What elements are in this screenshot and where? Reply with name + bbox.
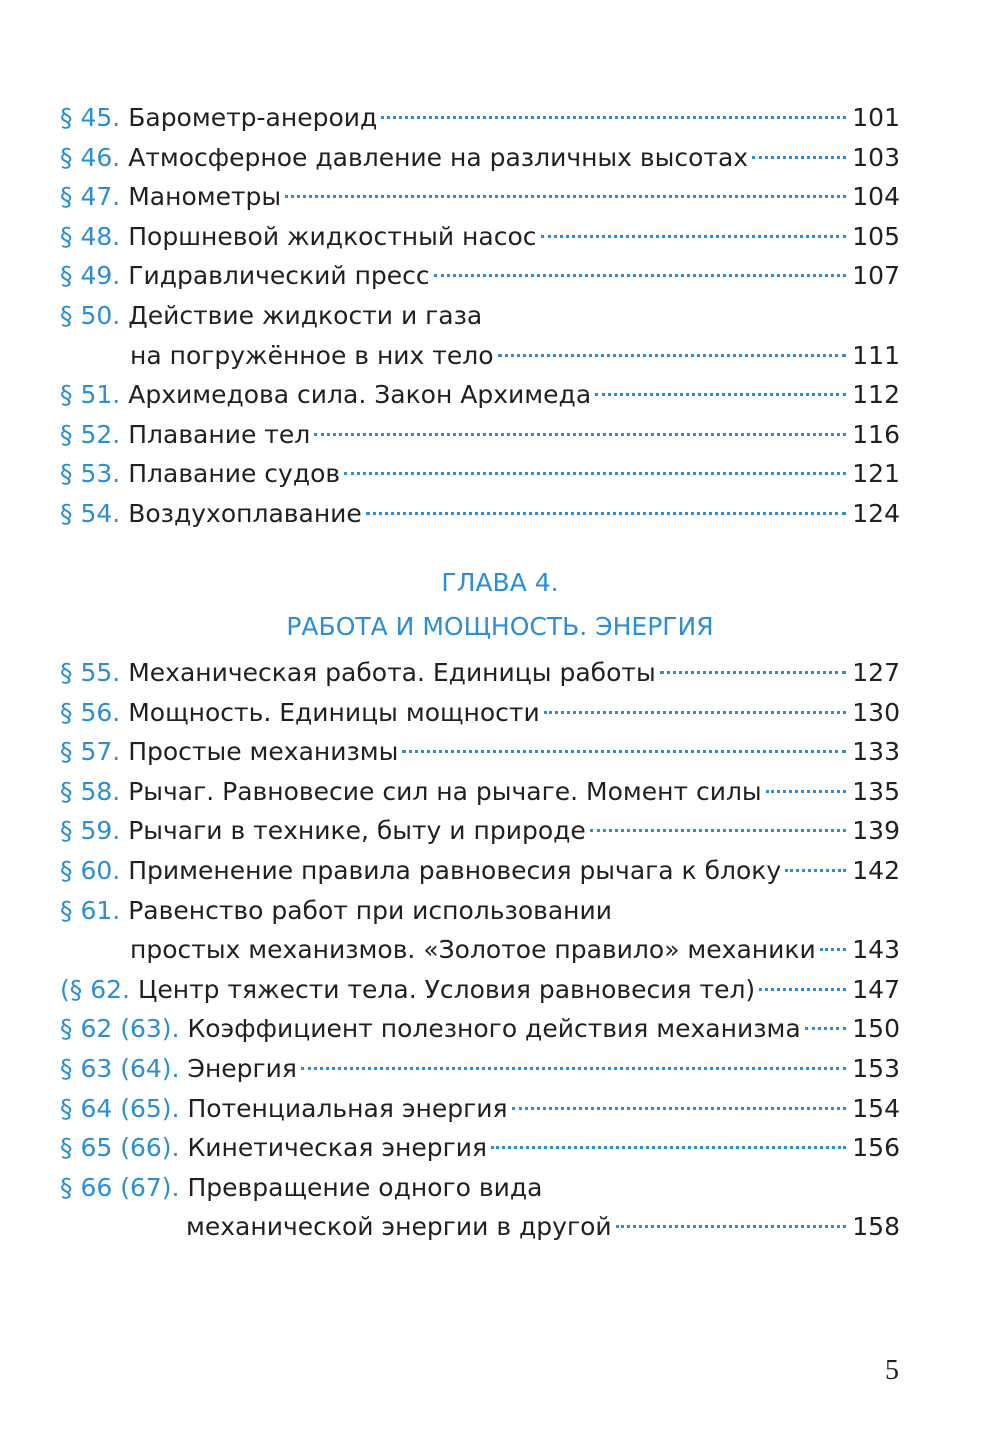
section-number: § 52. — [60, 419, 121, 449]
section-title: Манометры — [128, 182, 282, 212]
toc-entry — [60, 732, 900, 772]
section-title: Коэффициент полезного действия механизма — [187, 1014, 801, 1044]
toc-entry — [60, 1009, 900, 1049]
toc-entry — [60, 296, 900, 336]
dot-leader — [512, 1107, 847, 1110]
page-reference: 101 — [852, 103, 900, 132]
dot-leader — [314, 433, 846, 436]
page-reference: 133 — [852, 737, 900, 767]
toc-entry — [60, 375, 900, 415]
section-title: Гидравлический пресс — [128, 261, 430, 291]
toc-entry — [60, 256, 900, 296]
dot-leader — [766, 790, 847, 793]
page-reference: 139 — [852, 816, 900, 846]
dot-leader — [498, 354, 847, 357]
page-reference: 107 — [852, 261, 900, 291]
toc-list-part1 — [60, 98, 900, 534]
section-number: § 61. — [60, 895, 121, 925]
dot-leader — [301, 1067, 846, 1070]
section-number: § 58. — [60, 776, 121, 806]
page-reference: 143 — [852, 935, 900, 965]
toc-entry — [60, 415, 900, 455]
section-title: Архимедова сила. Закон Архимеда — [128, 380, 592, 410]
section-title: Центр тяжести тела. Условия равновесия тел) — [137, 974, 756, 1004]
toc-entry — [60, 98, 900, 138]
section-title-continued: на погружённое в них тело — [130, 340, 494, 370]
page-reference: 147 — [852, 974, 900, 1004]
section-number: § 47. — [60, 182, 121, 212]
section-number: § 66 (67). — [60, 1172, 180, 1202]
section-title: Действие жидкости и газа — [128, 300, 483, 330]
page-reference: 103 — [852, 142, 900, 172]
section-title-continued: простых механизмов. «Золотое правило» механики — [130, 935, 816, 965]
toc-entry — [60, 693, 900, 733]
section-number: § 46. — [60, 142, 121, 172]
section-title: Барометр-анероид — [128, 103, 378, 132]
section-title: Плавание судов — [128, 459, 341, 489]
toc-entry — [60, 1089, 900, 1129]
dot-leader — [544, 711, 847, 714]
dot-leader — [820, 948, 847, 951]
page-reference: 135 — [852, 776, 900, 806]
section-title: Простые механизмы — [128, 737, 399, 767]
toc-entry — [60, 653, 900, 693]
dot-leader — [660, 671, 847, 674]
page-reference: 116 — [852, 419, 900, 449]
section-number: § 48. — [60, 221, 121, 251]
toc-entry — [60, 1168, 900, 1208]
section-number: § 59. — [60, 816, 121, 846]
toc-entry — [60, 891, 900, 931]
section-number: § 60. — [60, 855, 121, 885]
section-number: § 49. — [60, 261, 121, 291]
toc-entry — [60, 454, 900, 494]
page-reference: 121 — [852, 459, 900, 489]
dot-leader — [541, 235, 847, 238]
toc-entry — [60, 217, 900, 257]
section-title: Мощность. Единицы мощности — [128, 697, 540, 727]
dot-leader — [434, 274, 847, 277]
section-title: Механическая работа. Единицы работы — [128, 658, 656, 687]
section-title: Рычаги в технике, быту и природе — [128, 816, 586, 846]
section-number: § 57. — [60, 737, 121, 767]
toc-entry — [60, 494, 900, 534]
section-number: § 54. — [60, 498, 121, 528]
page-reference: 111 — [852, 340, 900, 370]
toc-entry — [60, 1128, 900, 1168]
toc-entry — [60, 138, 900, 178]
toc-entry-continuation — [60, 930, 900, 970]
section-title: Плавание тел — [128, 419, 311, 449]
dot-leader — [366, 512, 846, 515]
section-number: § 64 (65). — [60, 1093, 180, 1123]
dot-leader — [805, 1027, 847, 1030]
section-title: Превращение одного вида — [187, 1172, 543, 1202]
toc-entry — [60, 177, 900, 217]
dot-leader — [752, 156, 846, 159]
toc-list-part2 — [60, 653, 900, 1247]
dot-leader — [344, 472, 846, 475]
page-reference: 150 — [852, 1014, 900, 1044]
section-number: § 65 (66). — [60, 1133, 180, 1163]
toc-entry — [60, 851, 900, 891]
page-reference: 104 — [852, 182, 900, 212]
section-title-continued: механической энергии в другой — [186, 1212, 612, 1242]
page-reference: 153 — [852, 1053, 900, 1083]
page-reference: 158 — [852, 1212, 900, 1242]
page-number: 5 — [885, 1355, 899, 1386]
toc-entry — [60, 772, 900, 812]
dot-leader — [285, 195, 846, 198]
section-number: § 50. — [60, 300, 121, 330]
page-reference: 105 — [852, 221, 900, 251]
section-title: Кинетическая энергия — [187, 1133, 488, 1163]
section-title: Атмосферное давление на различных высотах — [128, 142, 749, 172]
section-title: Рычаг. Равновесие сил на рычаге. Момент силы — [128, 776, 762, 806]
page-reference: 130 — [852, 697, 900, 727]
dot-leader — [381, 116, 846, 119]
section-title: Применение правила равновесия рычага к блоку — [128, 855, 782, 885]
dot-leader — [785, 869, 846, 872]
section-number: § 53. — [60, 459, 121, 489]
section-title: Потенциальная энергия — [187, 1093, 508, 1123]
section-title: Энергия — [187, 1053, 297, 1083]
section-number: § 45. — [60, 103, 121, 132]
page-reference: 112 — [852, 380, 900, 410]
page-reference: 127 — [852, 658, 900, 687]
toc-entry — [60, 1049, 900, 1089]
section-number: § 56. — [60, 697, 121, 727]
section-title: Воздухоплавание — [128, 498, 362, 528]
section-title: Равенство работ при использовании — [128, 895, 613, 925]
chapter-title: РАБОТА И МОЩНОСТЬ. ЭНЕРГИЯ — [286, 612, 714, 641]
chapter-number: ГЛАВА 4. — [441, 568, 559, 597]
toc-entry — [60, 970, 900, 1010]
section-number: § 63 (64). — [60, 1053, 180, 1083]
page-reference: 156 — [852, 1133, 900, 1163]
dot-leader — [491, 1146, 846, 1149]
page-reference: 142 — [852, 855, 900, 885]
section-number: § 51. — [60, 380, 121, 410]
chapter-heading — [0, 561, 1000, 649]
dot-leader — [759, 988, 846, 991]
toc-entry-continuation — [60, 1207, 900, 1247]
section-title: Поршневой жидкостный насос — [128, 221, 537, 251]
section-number: § 55. — [60, 658, 121, 687]
dot-leader — [402, 750, 846, 753]
dot-leader — [616, 1225, 847, 1228]
toc-entry-continuation — [60, 336, 900, 376]
toc-entry — [60, 811, 900, 851]
page-reference: 124 — [852, 498, 900, 528]
dot-leader — [590, 829, 846, 832]
page-reference: 154 — [852, 1093, 900, 1123]
section-number: § 62 (63). — [60, 1014, 180, 1044]
section-number: (§ 62. — [60, 974, 130, 1004]
dot-leader — [595, 393, 846, 396]
